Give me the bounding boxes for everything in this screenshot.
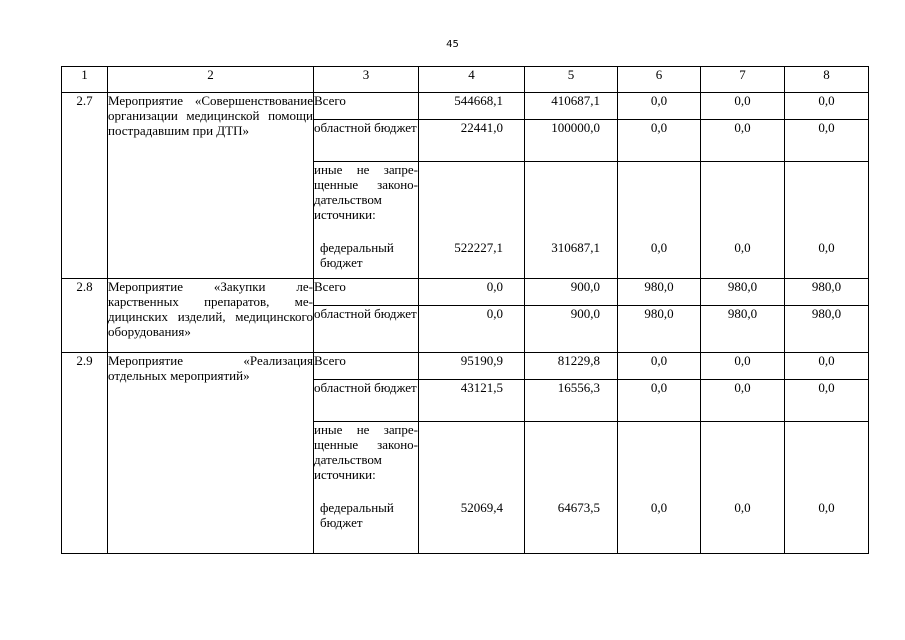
table-row bbox=[62, 93, 869, 120]
value-cell: 900,0 bbox=[525, 306, 618, 353]
federal-value: 310687,1 bbox=[551, 240, 600, 255]
header-cell: 4 bbox=[419, 67, 525, 93]
value-cell bbox=[785, 162, 869, 279]
value-cell bbox=[525, 422, 618, 554]
value-cell: 0,0 bbox=[701, 120, 785, 162]
federal-value: 0,0 bbox=[650, 240, 668, 255]
federal-value: 0,0 bbox=[818, 500, 835, 515]
activity-name: Мероприятие «Закупки лекарственных препаратов, медицинских изделий, медицинского оборудования» bbox=[108, 279, 314, 353]
value-cell: 0,0 bbox=[785, 380, 869, 422]
federal-value: 0,0 bbox=[818, 240, 835, 255]
other-sources-label: иные не запрещенные законодательством источники: bbox=[314, 422, 418, 482]
value-cell bbox=[701, 162, 785, 279]
header-cell: 5 bbox=[525, 67, 618, 93]
table-row bbox=[62, 353, 869, 380]
header-cell: 8 bbox=[785, 67, 869, 93]
value-cell: 0,0 bbox=[618, 380, 701, 422]
value-cell bbox=[785, 422, 869, 554]
value-cell: 0,0 bbox=[618, 93, 701, 120]
value-cell: 980,0 bbox=[618, 306, 701, 353]
value-cell: 0,0 bbox=[701, 93, 785, 120]
value-cell bbox=[419, 162, 525, 279]
federal-value: 0,0 bbox=[734, 240, 751, 255]
table-row bbox=[62, 279, 869, 306]
value-cell: 22441,0 bbox=[419, 120, 525, 162]
value-cell bbox=[618, 162, 701, 279]
value-cell bbox=[618, 422, 701, 554]
value-cell: 0,0 bbox=[419, 279, 525, 306]
federal-value: 64673,5 bbox=[557, 500, 600, 515]
row-number: 2.9 bbox=[62, 353, 108, 554]
activity-name: Мероприятие «Реализация отдельных мероприятий» bbox=[108, 353, 314, 554]
federal-budget-label: федеральный бюджет bbox=[320, 500, 394, 530]
value-cell: 100000,0 bbox=[525, 120, 618, 162]
value-cell: 81229,8 bbox=[525, 353, 618, 380]
value-cell: 980,0 bbox=[618, 279, 701, 306]
other-sources-label: иные не запрещенные законодательством источники: bbox=[314, 162, 418, 222]
federal-value: 0,0 bbox=[734, 500, 751, 515]
header-cell: 3 bbox=[314, 67, 419, 93]
row-number: 2.8 bbox=[62, 279, 108, 353]
value-cell: 0,0 bbox=[785, 120, 869, 162]
value-cell: 544668,1 bbox=[419, 93, 525, 120]
source-label: Всего bbox=[314, 353, 419, 380]
value-cell: 0,0 bbox=[618, 353, 701, 380]
header-row bbox=[62, 67, 869, 93]
source-label: областной бюджет bbox=[314, 306, 419, 353]
header-cell: 2 bbox=[108, 67, 314, 93]
header-cell: 1 bbox=[62, 67, 108, 93]
value-cell: 16556,3 bbox=[525, 380, 618, 422]
header-cell: 6 bbox=[618, 67, 701, 93]
value-cell: 95190,9 bbox=[419, 353, 525, 380]
value-cell: 980,0 bbox=[701, 306, 785, 353]
value-cell: 0,0 bbox=[785, 93, 869, 120]
value-cell bbox=[701, 422, 785, 554]
federal-value: 0,0 bbox=[650, 500, 668, 515]
value-cell: 410687,1 bbox=[525, 93, 618, 120]
source-label: Всего bbox=[314, 279, 419, 306]
header-cell: 7 bbox=[701, 67, 785, 93]
value-cell: 0,0 bbox=[785, 353, 869, 380]
activity-name: Мероприятие «Совершенствование организации медицинской помощи пострадавшим при ДТП» bbox=[108, 93, 314, 279]
source-label bbox=[314, 422, 419, 554]
value-cell: 43121,5 bbox=[419, 380, 525, 422]
federal-budget-label: федеральный бюджет bbox=[320, 240, 394, 270]
value-cell: 980,0 bbox=[785, 279, 869, 306]
source-label: Всего bbox=[314, 93, 419, 120]
value-cell bbox=[525, 162, 618, 279]
value-cell: 0,0 bbox=[419, 306, 525, 353]
value-cell: 0,0 bbox=[701, 353, 785, 380]
value-cell bbox=[419, 422, 525, 554]
source-label: областной бюджет bbox=[314, 380, 419, 422]
source-label: областной бюджет bbox=[314, 120, 419, 162]
value-cell: 0,0 bbox=[701, 380, 785, 422]
row-number: 2.7 bbox=[62, 93, 108, 279]
value-cell: 900,0 bbox=[525, 279, 618, 306]
page-number: 45 bbox=[446, 39, 459, 50]
budget-table bbox=[61, 66, 869, 554]
value-cell: 980,0 bbox=[785, 306, 869, 353]
value-cell: 980,0 bbox=[701, 279, 785, 306]
source-label bbox=[314, 162, 419, 279]
federal-value: 522227,1 bbox=[454, 240, 503, 255]
value-cell: 0,0 bbox=[618, 120, 701, 162]
federal-value: 52069,4 bbox=[460, 500, 503, 515]
